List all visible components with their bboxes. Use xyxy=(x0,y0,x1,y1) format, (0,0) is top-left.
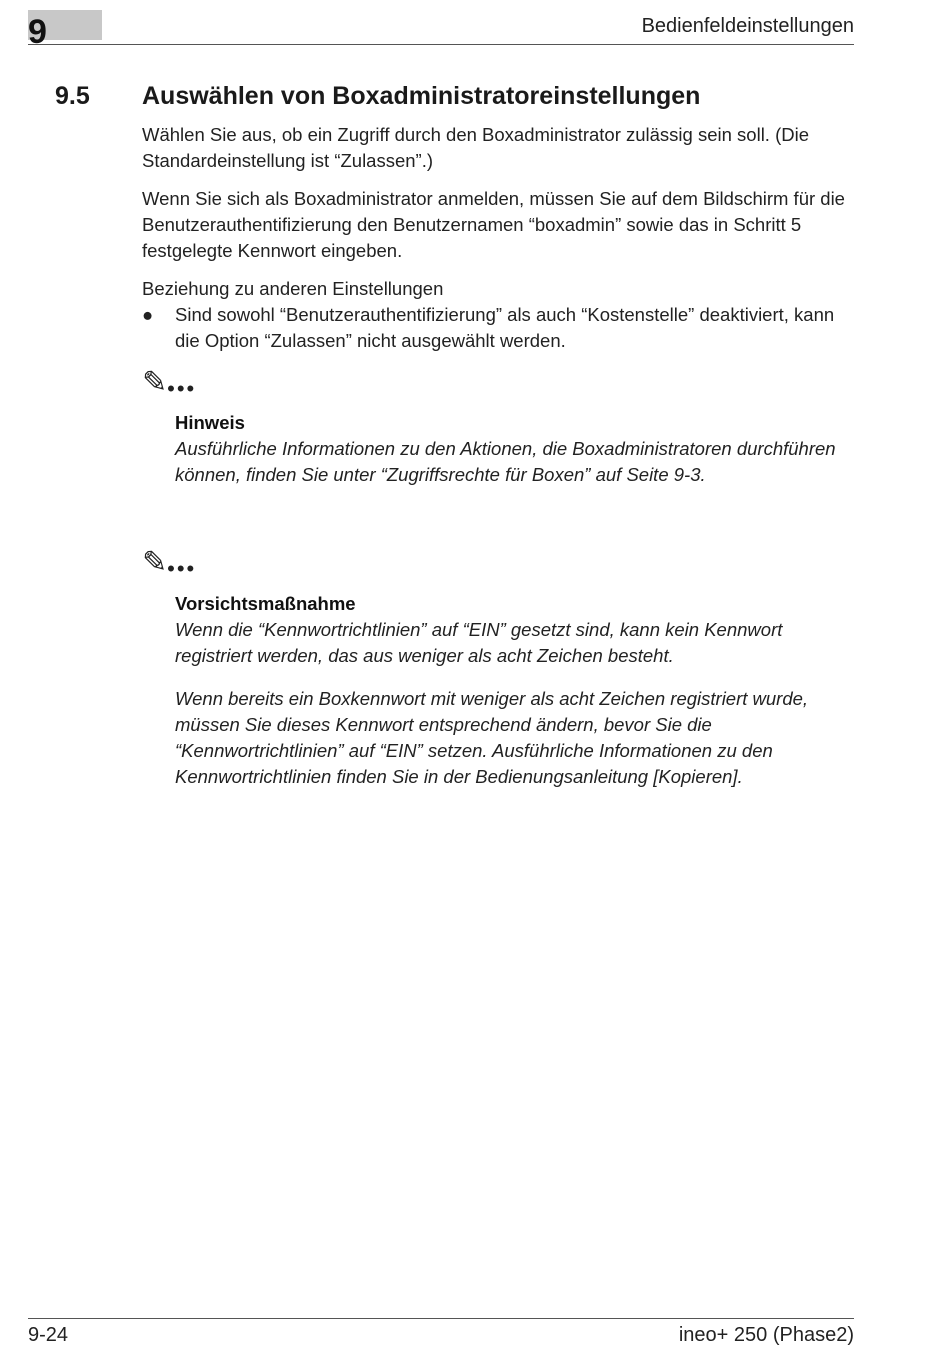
section-number: 9.5 xyxy=(55,82,90,110)
footer-rule xyxy=(28,1318,854,1319)
pencil-icon: ✎••• xyxy=(142,366,197,401)
product-name: ineo+ 250 (Phase2) xyxy=(678,1324,854,1346)
chapter-number: 9 xyxy=(28,13,47,51)
body-paragraph xyxy=(142,186,854,264)
section-title: Auswählen von Boxadministratoreinstellungen xyxy=(142,82,701,110)
body-paragraph xyxy=(142,122,854,174)
bullet-icon: ● xyxy=(142,304,154,325)
paragraph-text: Wählen Sie aus, ob ein Zugriff durch den Boxadministrator zulässig sein soll. (Die Standardeinstellung ist “Zulassen”.) xyxy=(142,124,810,171)
note-heading: Vorsichtsmaßnahme xyxy=(175,593,356,614)
running-header-title: Bedienfeldeinstellungen xyxy=(641,15,854,37)
note-text: Wenn die “Kennwortrichtlinien” auf “EIN” gesetzt sind, kann kein Kennwort registriert werden, das aus weniger als acht Zeichen besteht. xyxy=(175,619,783,666)
header-rule xyxy=(28,44,854,45)
chapter-tab xyxy=(28,10,102,51)
pencil-icon: ✎••• xyxy=(142,546,197,581)
note-heading: Hinweis xyxy=(175,412,245,433)
paragraph-text: Wenn Sie sich als Boxadministrator anmelden, müssen Sie auf dem Bildschirm für die Benutzerauthentifizierung den Benutzernamen “boxadmin” sowie das in Schritt 5 festgelegte Kennwort eingeben. xyxy=(142,188,845,261)
page-number: 9-24 xyxy=(28,1324,69,1346)
paragraph-text: Beziehung zu anderen Einstellungen xyxy=(142,278,444,299)
bullet-item xyxy=(142,302,854,354)
note-text: Ausführliche Informationen zu den Aktionen, die Boxadministratoren durchführen können, finden Sie unter “Zugriffsrechte für Boxen” auf Seite 9-3. xyxy=(175,438,836,485)
note-text: Wenn bereits ein Boxkennwort mit weniger als acht Zeichen registriert wurde, müssen Sie dieses Kennwort entsprechend ändern, bevor Sie die “Kennwortrichtlinien” auf “EIN” setzen. Ausführliche Informationen zu den Kennwortrichtlinien finden Sie in der Bedienungsanleitung [Kopieren]. xyxy=(175,688,809,787)
bullet-text: Sind sowohl “Benutzerauthentifizierung” als auch “Kostenstelle” deaktiviert, kann die Option “Zulassen” nicht ausgewählt werden. xyxy=(175,304,835,351)
related-settings-heading xyxy=(142,276,854,302)
